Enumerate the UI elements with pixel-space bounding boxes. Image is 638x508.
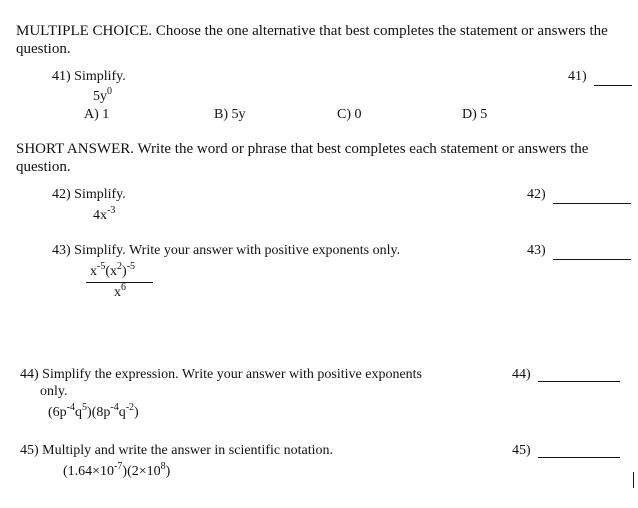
- q42-expr-exp: -3: [107, 205, 116, 216]
- q45-p2-close: ): [165, 464, 171, 479]
- q44-prompt: 44) Simplify the expression. Write your answer with positive exponents: [20, 367, 423, 382]
- q42-prompt: 42) Simplify.: [52, 187, 126, 202]
- q45-answer-label: 45): [512, 443, 531, 458]
- q41-choice-b[interactable]: B) 5y: [214, 107, 246, 122]
- q45-expression: [63, 463, 170, 480]
- q41-prompt: 41) Simplify.: [52, 69, 126, 84]
- multiple-choice-heading-cont: question.: [16, 41, 71, 57]
- short-answer-heading: SHORT ANSWER. Write the word or phrase that best completes each statement or answers the: [16, 141, 589, 157]
- q44-f2-p-exp: -4: [110, 402, 119, 413]
- q41-choice-c[interactable]: C) 0: [337, 107, 362, 122]
- q45-p1-close: ): [122, 464, 128, 479]
- q45-answer-blank[interactable]: [538, 457, 620, 458]
- q44-f1-close: ): [87, 405, 92, 420]
- q45-prompt: 45) Multiply and write the answer in scientific notation.: [20, 443, 333, 458]
- q43-fraction-bar: [86, 282, 153, 283]
- multiple-choice-heading: MULTIPLE CHOICE. Choose the one alternative that best completes the statement or answers the: [16, 23, 608, 39]
- q44-f1-q-exp: 5: [82, 402, 88, 413]
- q42-answer-blank[interactable]: [553, 203, 631, 204]
- q43-numerator: [90, 263, 135, 280]
- q41-answer-label: 41): [568, 69, 587, 84]
- q41-choice-d[interactable]: D) 5: [462, 107, 488, 122]
- q43-answer-blank[interactable]: [553, 259, 631, 260]
- q43-den-x: x: [114, 285, 121, 300]
- q42-expression: [93, 207, 115, 224]
- q43-num-inner-exp: 2: [117, 261, 123, 272]
- q41-expression: [93, 88, 112, 105]
- text-cursor: [633, 472, 634, 488]
- q43-num-x-exp: -5: [97, 261, 106, 272]
- q43-num-inner: (x: [105, 264, 118, 279]
- q44-f2-close: ): [134, 405, 139, 420]
- q45-p1-open: (1.64×10: [63, 464, 115, 479]
- q41-expr-exp: 0: [107, 86, 112, 97]
- q43-answer-label: 43): [527, 243, 546, 258]
- q44-f2-q: q: [118, 405, 126, 420]
- q44-f1-p-exp: -4: [66, 402, 76, 413]
- q43-num-close: ): [122, 264, 127, 279]
- q43-den-x-exp: 6: [121, 282, 126, 293]
- q45-p2-open: (2×10: [127, 464, 161, 479]
- q44-answer-blank[interactable]: [538, 381, 620, 382]
- q43-num-outer-exp: -5: [126, 261, 136, 272]
- q43-denominator: [114, 284, 126, 301]
- q41-choice-a[interactable]: A) 1: [84, 107, 110, 122]
- q45-p1-exp: -7: [114, 461, 123, 472]
- q44-f2-open: (8p: [91, 405, 111, 420]
- q42-answer-label: 42): [527, 187, 546, 202]
- q44-f1-q: q: [75, 405, 83, 420]
- q44-answer-label: 44): [512, 367, 531, 382]
- q41-answer-blank[interactable]: [594, 85, 632, 86]
- q43-num-x: x: [90, 264, 97, 279]
- q44-f2-q-exp: -2: [125, 402, 135, 413]
- q41-expr-base: 5y: [93, 89, 107, 104]
- q43-prompt: 43) Simplify. Write your answer with positive exponents only.: [52, 243, 401, 258]
- q44-f1-open: (6p: [48, 405, 67, 420]
- q42-expr-base: 4x: [93, 208, 107, 223]
- q44-expression: [48, 404, 139, 421]
- short-answer-heading-cont: question.: [16, 159, 71, 175]
- q45-p2-exp: 8: [160, 461, 166, 472]
- q44-prompt-cont: only.: [40, 384, 68, 399]
